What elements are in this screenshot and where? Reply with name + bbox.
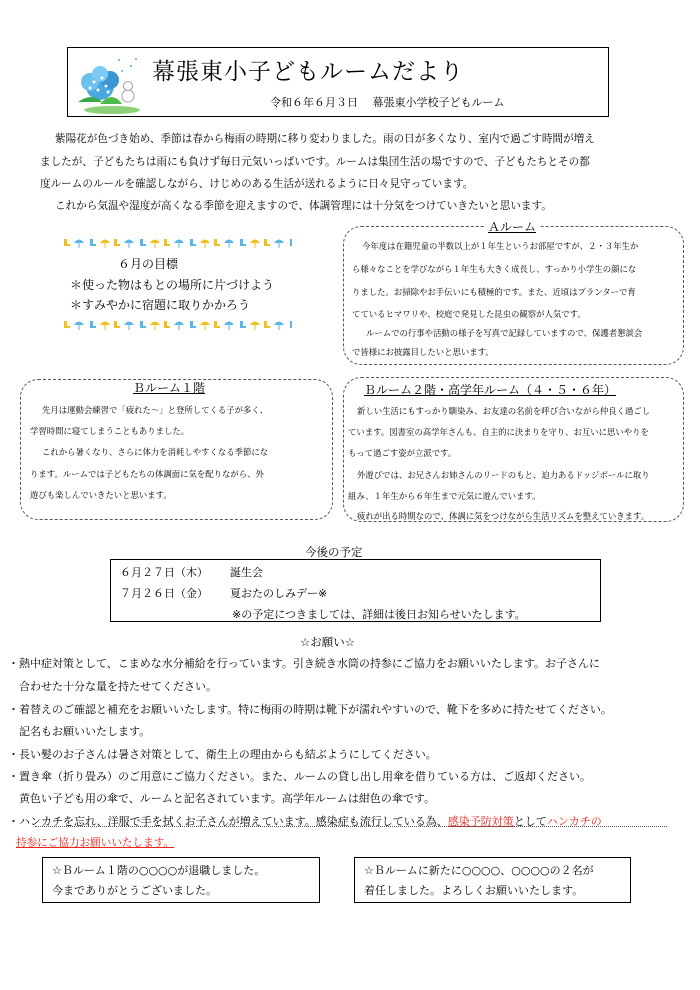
goals-title: ６月の目標 — [118, 257, 179, 271]
notice-line: ☆Ｂルーム１階の○○○○が退職しました。 — [52, 864, 266, 877]
intro-line: これから気温や湿度が高くなる季節を迎えますので、体調管理には十分気をつけていきたいと思います。 — [55, 200, 552, 212]
section-divider — [35, 826, 667, 827]
room-b1-line: ります。ルームでは子どもたちの体調面に気を配りながら、外 — [30, 469, 264, 479]
requests-heading: ☆お願い☆ — [300, 635, 356, 649]
request-line: 記名もお願いいたします。 — [8, 725, 151, 738]
schedule-event: 誕生会 — [230, 566, 263, 579]
intro-line: ましたが、子どもたちは雨にも負けず毎日元気いっぱいです。ルームは集団生活の場ですので、子どもたちとその都 — [40, 156, 590, 168]
red-emphasis: ハンカチの — [546, 815, 602, 828]
page-title: 幕張東小子どもルームだより — [152, 59, 464, 85]
request-line: 合わせた十分な量を持たせてください。 — [8, 680, 217, 693]
goal-item: ＊すみやかに宿題に取りかかろう — [70, 298, 251, 312]
intro-line: 度ルームのルールを確認しながら、けじめのある生活が送れるように日々見守っています。 — [40, 178, 474, 190]
schedule-date: ６月２７日（木） — [120, 566, 208, 579]
schedule-date: ７月２６日（金） — [120, 587, 208, 600]
notice-line: 今までありがとうございました。 — [52, 884, 217, 897]
boots-umbrella-decoration-icon — [62, 236, 292, 250]
room-b1-line: 先月は運動会練習で「疲れた～」と登所してくる子が多く、 — [42, 405, 268, 415]
room-b2-line: ています。図書室の高学年さんも、自主的に決まりを守り、お互いに思いやりを — [348, 427, 649, 437]
room-a-line: てているヒマワリや、校庭で発見した昆虫の観察が人気です。 — [352, 309, 586, 319]
notice-line: 着任しました。よろしくお願いいたします。 — [364, 884, 584, 897]
room-b1-title: Ｂルーム１階 — [133, 381, 206, 395]
room-a-line: ルームでの行事や活動の様子を写真で記録していますので、保護者懇談会 — [366, 328, 643, 338]
hydrangea-illustration-icon — [72, 52, 150, 114]
room-b1-line: 遊びも楽しんでいきたいと思います。 — [30, 490, 172, 500]
request-text: として — [513, 815, 547, 828]
boots-umbrella-decoration-icon — [62, 318, 292, 332]
notice-line: ☆Ｂルームに新たに○○○○、○○○○の２名が — [364, 864, 594, 877]
room-a-title: Ａルーム — [485, 218, 539, 235]
request-line: ・着替えのご確認と補充をお願いいたします。特に梅雨の時期は靴下が濡れやすいので、靴下を多めに持たせてください。 — [8, 703, 612, 716]
room-a-line: りました。お掃除やお手伝いにも積極的です。また、近頃はプランターで育 — [352, 287, 636, 297]
dateline: 令和６年６月３日 幕張東小学校子どもルーム — [270, 96, 505, 109]
schedule-event: 夏おたのしみデー※ — [230, 587, 328, 600]
room-b2-line: 新しい生活にもすっかり馴染み、お友達の名前を呼び合いながら仲良く過ごし — [357, 406, 651, 416]
request-line: 黄色い子ども用の傘で、ルームと記名されています。高学年ルームは紺色の傘です。 — [8, 792, 436, 805]
room-b1-line: これから暑くなり、さらに体力を消耗しやすくなる季節にな — [42, 447, 269, 457]
room-b2-line: 外遊びでは、お兄さんお姉さんのリードのもと、迫力あるドッジボールに取り — [357, 470, 650, 480]
room-a-line: で皆様にお披露目したいと思います。 — [352, 347, 494, 357]
room-b2-line: 組み、１年生から６年生まで元気に遊んでいます。 — [348, 491, 541, 501]
schedule-heading: 今後の予定 — [305, 545, 363, 559]
room-b2-title: Ｂルーム２階・高学年ルーム（４・５・６年） — [364, 383, 617, 397]
room-a-line: ら様々なことを学びながら１年生も大きく成長し、すっかり小学生の顔にな — [352, 264, 637, 274]
request-line: ・熱中症対策として、こまめな水分補給を行っています。引き続き水筒の持参にご協力をお願いいたします。お子さんに — [8, 657, 601, 670]
room-a-line: 今年度は在籍児童の半数以上が１年生というお部屋ですが、２・３年生か — [362, 241, 639, 251]
room-b1-line: 学習時間に寝てしまうこともありました。 — [30, 426, 190, 436]
request-text: ・ハンカチを忘れ、洋服で手を拭くお子さんが増えています。感染症も流行している為、 — [8, 815, 448, 828]
room-b2-line: 疲れが出る時期なので、体調に気をつけながら生活リズムを整えていきます。 — [357, 511, 650, 521]
goal-item: ＊使った物はもとの場所に片づけよう — [70, 278, 275, 292]
request-line: ・置き傘（折り畳み）のご用意にご協力ください。また、ルームの貸し出し用傘を借りている方は、ご返却ください。 — [8, 770, 591, 783]
room-b2-line: もって過ごす姿が立派です。 — [348, 448, 457, 458]
request-line: ・長い髪のお子さんは暑さ対策として、衛生上の理由からも結ぶようにしてください。 — [8, 748, 437, 761]
intro-line: 紫陽花が色づき始め、季節は春から梅雨の時期に移り変わりました。雨の日が多くなり、室内で過ごす時間が増え — [55, 133, 595, 145]
schedule-note: ※の予定につきましては、詳細は後日お知らせいたします。 — [232, 608, 526, 621]
red-emphasis: 感染予防対策 — [447, 815, 514, 828]
red-emphasis-line: 持参にご協力お願いいたします。 — [16, 837, 175, 849]
